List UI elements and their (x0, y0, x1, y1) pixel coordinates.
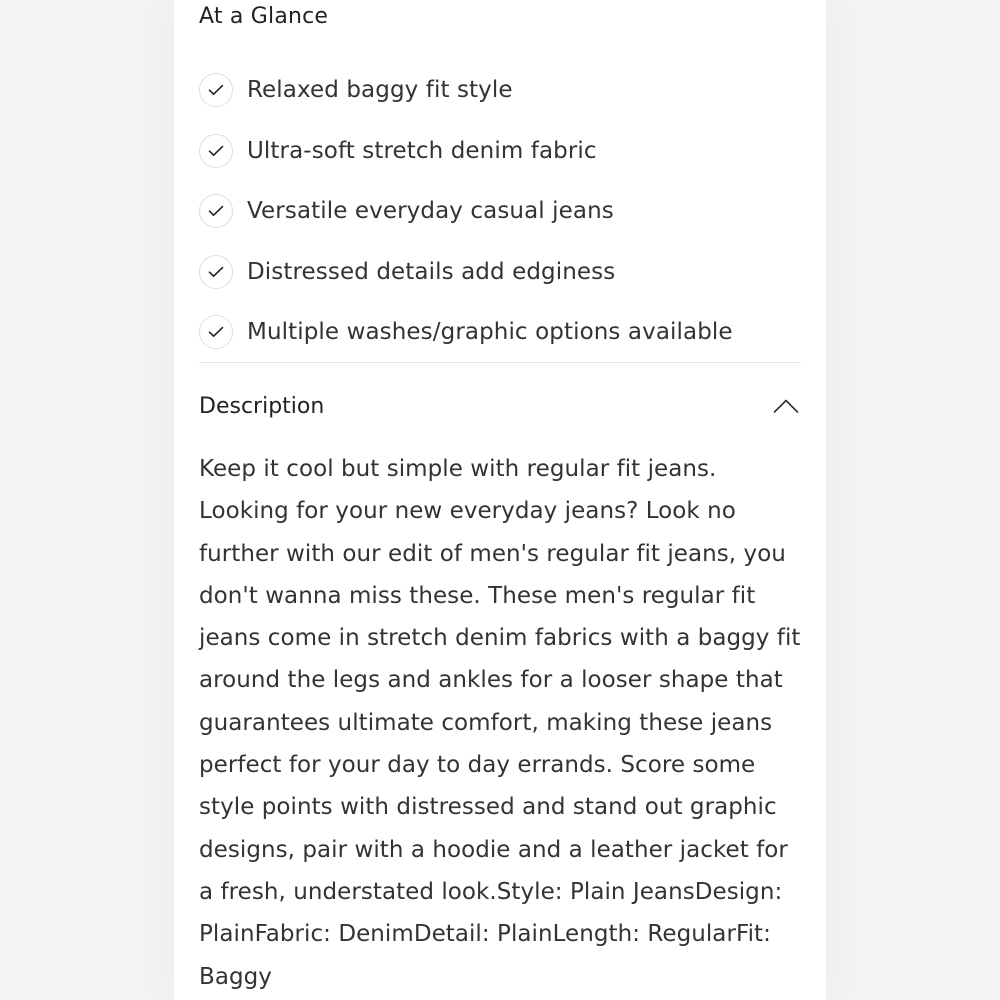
at-a-glance-title: At a Glance (199, 4, 329, 29)
description-title: Description (199, 393, 325, 419)
feature-label: Distressed details add edginess (247, 258, 616, 285)
feature-label: Multiple washes/graphic options available (247, 319, 733, 346)
check-icon (199, 255, 233, 289)
feature-item (199, 242, 733, 303)
feature-label: Versatile everyday casual jeans (247, 198, 614, 225)
feature-label: Relaxed baggy fit style (247, 77, 513, 104)
check-icon (199, 194, 233, 228)
feature-item (199, 302, 733, 363)
product-details-panel (174, 0, 826, 1000)
description-text: Keep it cool but simple with regular fit jeans. Looking for your new everyday jeans? Look no further with our edit of men's regular fit jeans, you don't wanna miss these. These men's regular fit jeans come in stretch denim fabrics with a baggy fit around the legs and ankles for a looser shape that guarantees ultimate comfort, making these jeans perfect for your day to day errands. Score some style points with distressed and stand out graphic designs, pair with a hoodie and a leather jacket for a fresh, understated look.Style: Plain JeansDesign: PlainFabric: DenimDetail: PlainLength: RegularFit: Baggy (199, 456, 801, 990)
check-icon (199, 73, 233, 107)
chevron-up-icon[interactable] (771, 391, 801, 421)
description-accordion-header[interactable] (199, 384, 801, 428)
feature-item (199, 60, 733, 121)
feature-item (199, 121, 733, 182)
check-icon (199, 134, 233, 168)
feature-label: Ultra-soft stretch denim fabric (247, 137, 597, 164)
feature-item (199, 181, 733, 242)
check-icon (199, 315, 233, 349)
section-divider (199, 362, 801, 363)
feature-list (199, 60, 733, 363)
